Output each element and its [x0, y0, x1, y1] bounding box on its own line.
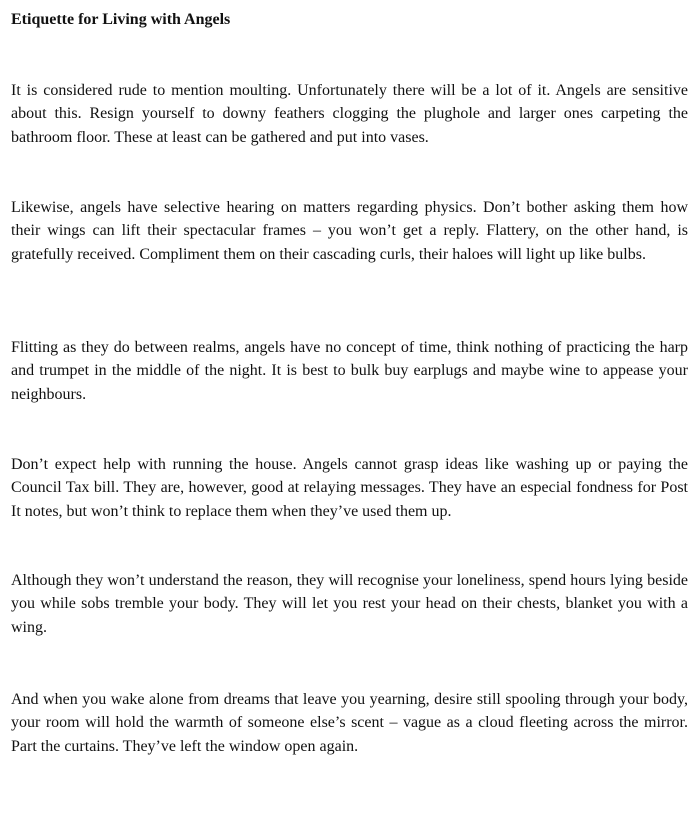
paragraph-house: Don’t expect help with running the house. Angels cannot grasp ideas like washing up or paying the Council Tax bill. They are, however, good at relaying messages. They have an especial fondness for Post It notes, but won’t think to replace them when they’ve used them up. — [11, 456, 688, 520]
paragraph-time: Flitting as they do between realms, angels have no concept of time, think nothing of practicing the harp and trumpet in the middle of the night. It is best to bulk buy earplugs and maybe wine to appease your neighbours. — [11, 339, 688, 403]
paragraph-loneliness: Although they won’t understand the reason, they will recognise your loneliness, spend hours lying beside you while sobs tremble your body. They will let you rest your head on their chests, blanket you with a wing. — [11, 572, 688, 636]
paragraph-physics: Likewise, angels have selective hearing on matters regarding physics. Don’t bother asking them how their wings can lift their spectacular frames – you won’t get a reply. Flattery, on the other hand, is gratefully received. Compliment them on their cascading curls, their haloes will light up like bulbs. — [11, 199, 688, 263]
paragraph-waking: And when you wake alone from dreams that leave you yearning, desire still spooling through your body, your room will hold the warmth of someone else’s scent – vague as a cloud fleeting across the mirror. Part the curtains. They’ve left the window open again. — [11, 691, 688, 755]
poem-title: Etiquette for Living with Angels — [11, 11, 231, 28]
paragraph-moulting: It is considered rude to mention moulting. Unfortunately there will be a lot of it. Angels are sensitive about this. Resign yourself to downy feathers clogging the plughole and larger ones carpeting the bathroom floor. These at least can be gathered and put into vases. — [11, 82, 688, 146]
